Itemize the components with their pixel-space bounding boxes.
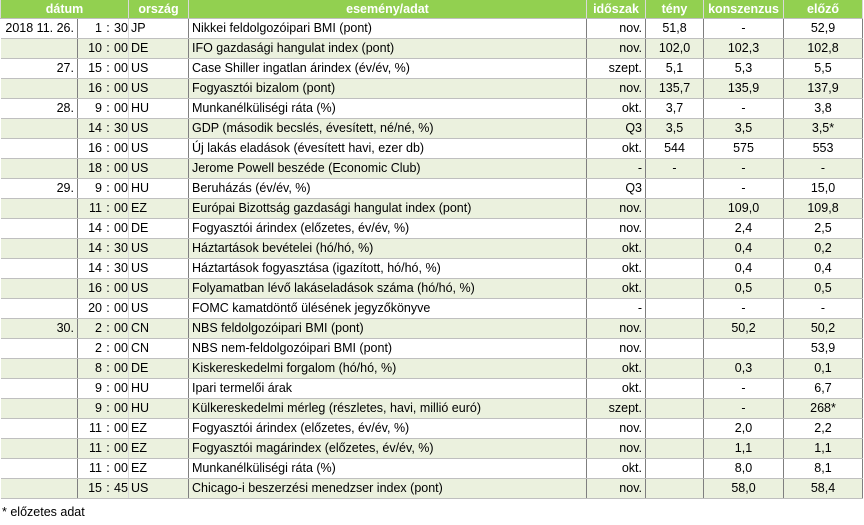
cell-time bbox=[78, 419, 129, 439]
cell-consensus: 0,4 bbox=[704, 259, 784, 279]
cell-event: Fogyasztói árindex (előzetes, év/év, %) bbox=[189, 219, 587, 239]
cell-hour: 11 bbox=[89, 441, 102, 455]
time-separator: : bbox=[106, 101, 110, 115]
cell-hour: 16 bbox=[88, 141, 102, 155]
cell-previous: 53,9 bbox=[784, 339, 863, 359]
cell-country: HU bbox=[129, 379, 189, 399]
cell-consensus: 575 bbox=[704, 139, 784, 159]
cell-country: US bbox=[129, 119, 189, 139]
cell-time bbox=[78, 339, 129, 359]
cell-period: okt. bbox=[587, 259, 646, 279]
table-row bbox=[1, 399, 863, 419]
cell-time bbox=[78, 79, 129, 99]
cell-consensus bbox=[704, 339, 784, 359]
cell-event: Kiskereskedelmi forgalom (hó/hó, %) bbox=[189, 359, 587, 379]
cell-country: DE bbox=[129, 219, 189, 239]
cell-actual bbox=[646, 399, 704, 419]
table-row bbox=[1, 319, 863, 339]
cell-date bbox=[1, 419, 78, 439]
cell-period: nov. bbox=[587, 479, 646, 499]
cell-period: nov. bbox=[587, 219, 646, 239]
cell-previous: 5,5 bbox=[784, 59, 863, 79]
cell-actual bbox=[646, 379, 704, 399]
cell-actual bbox=[646, 179, 704, 199]
cell-country: CN bbox=[129, 319, 189, 339]
cell-period: okt. bbox=[587, 99, 646, 119]
cell-event: Fogyasztói árindex (előzetes, év/év, %) bbox=[189, 419, 587, 439]
cell-previous: 52,9 bbox=[784, 19, 863, 39]
cell-country: HU bbox=[129, 399, 189, 419]
cell-previous: 1,1 bbox=[784, 439, 863, 459]
cell-consensus: 109,0 bbox=[704, 199, 784, 219]
time-separator: : bbox=[106, 321, 110, 335]
cell-event: FOMC kamatdöntő ülésének jegyzőkönyve bbox=[189, 299, 587, 319]
cell-time bbox=[78, 59, 129, 79]
cell-previous: 0,5 bbox=[784, 279, 863, 299]
cell-date bbox=[1, 119, 78, 139]
cell-date: 27. bbox=[1, 59, 78, 79]
time-separator: : bbox=[106, 341, 110, 355]
cell-minute: 00 bbox=[114, 181, 128, 195]
cell-minute: 45 bbox=[114, 481, 128, 495]
table-row bbox=[1, 19, 863, 39]
cell-period: nov. bbox=[587, 39, 646, 59]
cell-consensus: - bbox=[704, 19, 784, 39]
cell-country: US bbox=[129, 239, 189, 259]
cell-hour: 8 bbox=[95, 361, 102, 375]
table-row bbox=[1, 359, 863, 379]
cell-minute: 00 bbox=[114, 381, 128, 395]
table-row bbox=[1, 219, 863, 239]
cell-actual bbox=[646, 219, 704, 239]
time-separator: : bbox=[106, 21, 110, 35]
cell-country: EZ bbox=[129, 439, 189, 459]
cell-country: DE bbox=[129, 359, 189, 379]
cell-hour: 16 bbox=[88, 281, 102, 295]
cell-period: okt. bbox=[587, 359, 646, 379]
cell-time bbox=[78, 39, 129, 59]
cell-hour: 16 bbox=[88, 81, 102, 95]
cell-country: US bbox=[129, 59, 189, 79]
cell-time bbox=[78, 139, 129, 159]
time-separator: : bbox=[106, 81, 110, 95]
cell-country: US bbox=[129, 479, 189, 499]
cell-period: - bbox=[587, 159, 646, 179]
cell-actual bbox=[646, 239, 704, 259]
cell-actual: 3,5 bbox=[646, 119, 704, 139]
time-separator: : bbox=[106, 481, 110, 495]
header-previous: előző bbox=[784, 0, 863, 19]
cell-event: Nikkei feldolgozóipari BMI (pont) bbox=[189, 19, 587, 39]
header-country: ország bbox=[129, 0, 189, 19]
cell-consensus: 5,3 bbox=[704, 59, 784, 79]
cell-time bbox=[78, 239, 129, 259]
time-separator: : bbox=[106, 121, 110, 135]
cell-event: NBS nem-feldolgozóipari BMI (pont) bbox=[189, 339, 587, 359]
cell-actual bbox=[646, 299, 704, 319]
cell-period: szept. bbox=[587, 399, 646, 419]
cell-country: US bbox=[129, 139, 189, 159]
time-separator: : bbox=[106, 61, 110, 75]
table-body bbox=[1, 19, 863, 499]
cell-period: okt. bbox=[587, 459, 646, 479]
cell-date bbox=[1, 359, 78, 379]
cell-date bbox=[1, 339, 78, 359]
cell-minute: 00 bbox=[114, 441, 128, 455]
cell-time bbox=[78, 439, 129, 459]
cell-consensus: - bbox=[704, 299, 784, 319]
cell-time bbox=[78, 219, 129, 239]
cell-previous: 137,9 bbox=[784, 79, 863, 99]
cell-time bbox=[78, 99, 129, 119]
table-row bbox=[1, 479, 863, 499]
cell-date bbox=[1, 399, 78, 419]
cell-date bbox=[1, 299, 78, 319]
cell-event: Fogyasztói magárindex (előzetes, év/év, %) bbox=[189, 439, 587, 459]
cell-hour: 9 bbox=[95, 381, 102, 395]
cell-time bbox=[78, 199, 129, 219]
cell-date: 29. bbox=[1, 179, 78, 199]
cell-previous: 2,5 bbox=[784, 219, 863, 239]
cell-period: nov. bbox=[587, 339, 646, 359]
table-row bbox=[1, 239, 863, 259]
cell-consensus: - bbox=[704, 379, 784, 399]
footnote: * előzetes adat bbox=[2, 505, 85, 519]
cell-actual: 51,8 bbox=[646, 19, 704, 39]
cell-previous: 102,8 bbox=[784, 39, 863, 59]
cell-time bbox=[78, 359, 129, 379]
cell-minute: 00 bbox=[114, 361, 128, 375]
cell-date: 28. bbox=[1, 99, 78, 119]
time-separator: : bbox=[106, 281, 110, 295]
cell-date bbox=[1, 219, 78, 239]
cell-previous: 15,0 bbox=[784, 179, 863, 199]
cell-period: okt. bbox=[587, 379, 646, 399]
cell-date bbox=[1, 439, 78, 459]
cell-previous: 0,4 bbox=[784, 259, 863, 279]
cell-consensus: 102,3 bbox=[704, 39, 784, 59]
cell-minute: 30 bbox=[114, 21, 128, 35]
cell-event: Háztartások bevételei (hó/hó, %) bbox=[189, 239, 587, 259]
cell-time bbox=[78, 459, 129, 479]
cell-hour: 14 bbox=[88, 221, 102, 235]
table-row bbox=[1, 119, 863, 139]
cell-minute: 00 bbox=[114, 141, 128, 155]
cell-country: HU bbox=[129, 99, 189, 119]
header-consensus: konszenzus bbox=[704, 0, 784, 19]
cell-actual: - bbox=[646, 159, 704, 179]
cell-previous: 2,2 bbox=[784, 419, 863, 439]
cell-period: nov. bbox=[587, 19, 646, 39]
table-row bbox=[1, 139, 863, 159]
cell-period: Q3 bbox=[587, 179, 646, 199]
cell-hour: 9 bbox=[95, 401, 102, 415]
cell-minute: 00 bbox=[114, 41, 128, 55]
time-separator: : bbox=[106, 301, 110, 315]
cell-date bbox=[1, 259, 78, 279]
cell-hour: 15 bbox=[88, 61, 102, 75]
table-row bbox=[1, 459, 863, 479]
cell-consensus: - bbox=[704, 399, 784, 419]
cell-event: Chicago-i beszerzési menedzser index (pont) bbox=[189, 479, 587, 499]
cell-hour: 18 bbox=[88, 161, 102, 175]
cell-hour: 11 bbox=[89, 201, 102, 215]
cell-consensus: 135,9 bbox=[704, 79, 784, 99]
cell-time bbox=[78, 279, 129, 299]
cell-hour: 11 bbox=[89, 461, 102, 475]
table-row bbox=[1, 179, 863, 199]
header-date: dátum bbox=[1, 0, 129, 19]
cell-country: CN bbox=[129, 339, 189, 359]
cell-minute: 00 bbox=[114, 161, 128, 175]
cell-minute: 30 bbox=[114, 121, 128, 135]
cell-event: Case Shiller ingatlan árindex (év/év, %) bbox=[189, 59, 587, 79]
cell-period: nov. bbox=[587, 319, 646, 339]
cell-consensus: 8,0 bbox=[704, 459, 784, 479]
header-row bbox=[1, 0, 863, 19]
cell-event: Ipari termelői árak bbox=[189, 379, 587, 399]
cell-actual: 102,0 bbox=[646, 39, 704, 59]
cell-time bbox=[78, 379, 129, 399]
cell-time bbox=[78, 319, 129, 339]
table-row bbox=[1, 199, 863, 219]
cell-date bbox=[1, 39, 78, 59]
cell-actual: 3,7 bbox=[646, 99, 704, 119]
cell-country: JP bbox=[129, 19, 189, 39]
cell-hour: 2 bbox=[95, 321, 102, 335]
cell-event: Munkanélküliségi ráta (%) bbox=[189, 99, 587, 119]
cell-date: 30. bbox=[1, 319, 78, 339]
time-separator: : bbox=[106, 141, 110, 155]
cell-minute: 00 bbox=[114, 101, 128, 115]
cell-period: szept. bbox=[587, 59, 646, 79]
cell-time bbox=[78, 299, 129, 319]
time-separator: : bbox=[106, 241, 110, 255]
cell-country: EZ bbox=[129, 419, 189, 439]
cell-event: Fogyasztói bizalom (pont) bbox=[189, 79, 587, 99]
table-row bbox=[1, 39, 863, 59]
cell-period: nov. bbox=[587, 199, 646, 219]
cell-previous: 50,2 bbox=[784, 319, 863, 339]
cell-consensus: - bbox=[704, 159, 784, 179]
cell-actual bbox=[646, 319, 704, 339]
cell-actual bbox=[646, 279, 704, 299]
cell-previous: 0,1 bbox=[784, 359, 863, 379]
cell-event: Folyamatban lévő lakáseladások száma (hó/hó, %) bbox=[189, 279, 587, 299]
table-row bbox=[1, 299, 863, 319]
cell-minute: 00 bbox=[114, 401, 128, 415]
cell-date bbox=[1, 159, 78, 179]
cell-country: US bbox=[129, 79, 189, 99]
cell-previous: 8,1 bbox=[784, 459, 863, 479]
cell-hour: 9 bbox=[95, 181, 102, 195]
cell-period: okt. bbox=[587, 279, 646, 299]
cell-consensus: - bbox=[704, 179, 784, 199]
cell-hour: 14 bbox=[88, 121, 102, 135]
cell-country: EZ bbox=[129, 199, 189, 219]
cell-minute: 00 bbox=[114, 221, 128, 235]
cell-actual: 135,7 bbox=[646, 79, 704, 99]
cell-event: Új lakás eladások (évesített havi, ezer db) bbox=[189, 139, 587, 159]
time-separator: : bbox=[106, 461, 110, 475]
cell-hour: 10 bbox=[88, 41, 102, 55]
cell-minute: 00 bbox=[114, 341, 128, 355]
table-row bbox=[1, 439, 863, 459]
cell-consensus: 1,1 bbox=[704, 439, 784, 459]
table-row bbox=[1, 159, 863, 179]
cell-previous: 3,5* bbox=[784, 119, 863, 139]
cell-time bbox=[78, 179, 129, 199]
cell-country: EZ bbox=[129, 459, 189, 479]
cell-actual bbox=[646, 479, 704, 499]
time-separator: : bbox=[106, 401, 110, 415]
table-row bbox=[1, 339, 863, 359]
cell-event: IFO gazdasági hangulat index (pont) bbox=[189, 39, 587, 59]
cell-minute: 00 bbox=[114, 321, 128, 335]
cell-consensus: 0,4 bbox=[704, 239, 784, 259]
cell-minute: 30 bbox=[114, 241, 128, 255]
cell-consensus: 2,0 bbox=[704, 419, 784, 439]
cell-minute: 00 bbox=[114, 301, 128, 315]
cell-consensus: 50,2 bbox=[704, 319, 784, 339]
cell-time bbox=[78, 479, 129, 499]
cell-event: Külkereskedelmi mérleg (részletes, havi, millió euró) bbox=[189, 399, 587, 419]
time-separator: : bbox=[106, 221, 110, 235]
cell-consensus: 0,3 bbox=[704, 359, 784, 379]
cell-minute: 00 bbox=[114, 281, 128, 295]
cell-hour: 15 bbox=[88, 481, 102, 495]
time-separator: : bbox=[106, 181, 110, 195]
table-row bbox=[1, 79, 863, 99]
cell-previous: 3,8 bbox=[784, 99, 863, 119]
cell-actual bbox=[646, 419, 704, 439]
cell-period: okt. bbox=[587, 239, 646, 259]
time-separator: : bbox=[106, 441, 110, 455]
cell-minute: 00 bbox=[114, 81, 128, 95]
cell-date bbox=[1, 479, 78, 499]
cell-country: US bbox=[129, 259, 189, 279]
cell-actual bbox=[646, 259, 704, 279]
table-row bbox=[1, 99, 863, 119]
cell-previous: 268* bbox=[784, 399, 863, 419]
cell-consensus: 2,4 bbox=[704, 219, 784, 239]
cell-event: Európai Bizottság gazdasági hangulat index (pont) bbox=[189, 199, 587, 219]
table-row bbox=[1, 379, 863, 399]
cell-previous: 0,2 bbox=[784, 239, 863, 259]
cell-date bbox=[1, 139, 78, 159]
cell-country: US bbox=[129, 279, 189, 299]
cell-previous: 553 bbox=[784, 139, 863, 159]
cell-period: Q3 bbox=[587, 119, 646, 139]
cell-minute: 00 bbox=[114, 61, 128, 75]
cell-time bbox=[78, 19, 129, 39]
cell-previous: 6,7 bbox=[784, 379, 863, 399]
cell-event: NBS feldolgozóipari BMI (pont) bbox=[189, 319, 587, 339]
cell-actual bbox=[646, 359, 704, 379]
cell-minute: 00 bbox=[114, 201, 128, 215]
time-separator: : bbox=[106, 161, 110, 175]
cell-date bbox=[1, 379, 78, 399]
cell-consensus: 58,0 bbox=[704, 479, 784, 499]
cell-previous: 109,8 bbox=[784, 199, 863, 219]
header-actual: tény bbox=[646, 0, 704, 19]
time-separator: : bbox=[106, 421, 110, 435]
cell-minute: 00 bbox=[114, 461, 128, 475]
cell-actual bbox=[646, 459, 704, 479]
time-separator: : bbox=[106, 201, 110, 215]
cell-date bbox=[1, 459, 78, 479]
table-row bbox=[1, 419, 863, 439]
cell-minute: 00 bbox=[114, 421, 128, 435]
cell-hour: 14 bbox=[88, 261, 102, 275]
cell-period: nov. bbox=[587, 419, 646, 439]
header-event: esemény/adat bbox=[189, 0, 587, 19]
cell-previous: 58,4 bbox=[784, 479, 863, 499]
cell-period: nov. bbox=[587, 79, 646, 99]
cell-date: 2018 11. 26. bbox=[1, 19, 78, 39]
cell-period: - bbox=[587, 299, 646, 319]
cell-hour: 11 bbox=[89, 421, 102, 435]
time-separator: : bbox=[106, 41, 110, 55]
cell-time bbox=[78, 259, 129, 279]
cell-country: US bbox=[129, 299, 189, 319]
time-separator: : bbox=[106, 381, 110, 395]
cell-actual: 5,1 bbox=[646, 59, 704, 79]
cell-country: HU bbox=[129, 179, 189, 199]
cell-event: Háztartások fogyasztása (igazított, hó/hó, %) bbox=[189, 259, 587, 279]
header-period: időszak bbox=[587, 0, 646, 19]
cell-time bbox=[78, 119, 129, 139]
cell-previous: - bbox=[784, 299, 863, 319]
cell-hour: 14 bbox=[88, 241, 102, 255]
cell-actual: 544 bbox=[646, 139, 704, 159]
cell-hour: 1 bbox=[95, 21, 102, 35]
table-row bbox=[1, 259, 863, 279]
cell-time bbox=[78, 159, 129, 179]
cell-previous: - bbox=[784, 159, 863, 179]
cell-consensus: 3,5 bbox=[704, 119, 784, 139]
cell-actual bbox=[646, 339, 704, 359]
cell-hour: 2 bbox=[95, 341, 102, 355]
cell-actual bbox=[646, 199, 704, 219]
cell-event: Jerome Powell beszéde (Economic Club) bbox=[189, 159, 587, 179]
time-separator: : bbox=[106, 361, 110, 375]
cell-country: US bbox=[129, 159, 189, 179]
cell-hour: 9 bbox=[95, 101, 102, 115]
cell-time bbox=[78, 399, 129, 419]
cell-minute: 30 bbox=[114, 261, 128, 275]
cell-date bbox=[1, 199, 78, 219]
cell-period: nov. bbox=[587, 439, 646, 459]
cell-event: Beruházás (év/év, %) bbox=[189, 179, 587, 199]
cell-date bbox=[1, 239, 78, 259]
cell-country: DE bbox=[129, 39, 189, 59]
cell-hour: 20 bbox=[88, 301, 102, 315]
cell-event: Munkanélküliségi ráta (%) bbox=[189, 459, 587, 479]
cell-consensus: 0,5 bbox=[704, 279, 784, 299]
cell-date bbox=[1, 279, 78, 299]
table-row bbox=[1, 59, 863, 79]
cell-actual bbox=[646, 439, 704, 459]
cell-consensus: - bbox=[704, 99, 784, 119]
cell-date bbox=[1, 79, 78, 99]
time-separator: : bbox=[106, 261, 110, 275]
cell-period: okt. bbox=[587, 139, 646, 159]
cell-event: GDP (második becslés, évesített, né/né, %) bbox=[189, 119, 587, 139]
table-row bbox=[1, 279, 863, 299]
